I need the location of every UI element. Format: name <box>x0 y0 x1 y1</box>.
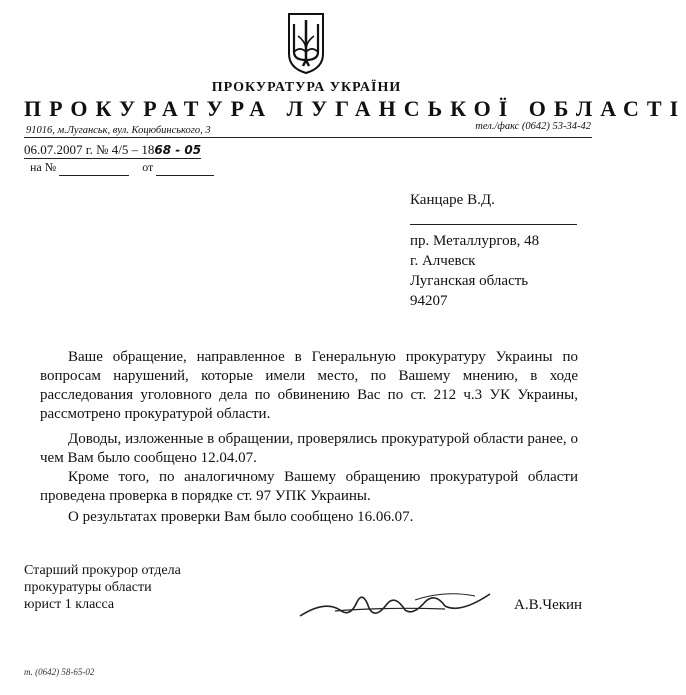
recipient-zip: 94207 <box>410 293 448 309</box>
incoming-reference <box>30 160 214 176</box>
header-divider <box>24 137 592 138</box>
signatory-block <box>24 562 181 613</box>
org-title-lugansk: ПРОКУРАТУРА ЛУГАНСЬКОЇ ОБЛАСТІ <box>24 96 686 121</box>
executor-phone: т. (0642) 58-65-02 <box>24 667 95 677</box>
na-label: на № <box>30 160 57 174</box>
trident-emblem-icon <box>285 10 327 76</box>
reference-date-number: 06.07.2007 г. № 4/5 – 18 <box>24 142 155 157</box>
recipient-name: Канцаре В.Д. <box>410 192 495 208</box>
recipient-region: Луганская область <box>410 273 529 289</box>
letter-body <box>40 348 578 527</box>
handwritten-signature <box>295 580 495 625</box>
na-blank <box>59 160 129 176</box>
ot-blank <box>156 160 214 176</box>
signatory-name: А.В.Чекин <box>514 597 583 613</box>
recipient-street: пр. Металлургов, 48 <box>410 233 540 249</box>
recipient-city: г. Алчевск <box>410 253 476 269</box>
signatory-office: прокуратуры области <box>24 580 152 595</box>
org-address: 91016, м.Луганськ, вул. Коцюбинського, 3 <box>26 125 211 136</box>
org-title-ukraine: ПРОКУРАТУРА УКРАЇНИ <box>211 80 402 95</box>
signatory-position: Старший прокурор отдела <box>24 563 181 578</box>
signatory-rank: юрист 1 класса <box>24 597 115 612</box>
body-paragraph-4: О результатах проверки Вам было сообщено 16.06.07. <box>68 509 414 525</box>
body-paragraph-2: Доводы, изложенные в обращении, проверялись прокуратурой области ранее, о чем Вам было сообщено 12.04.07. <box>40 431 578 466</box>
outgoing-reference <box>24 142 201 159</box>
body-paragraph-1: Ваше обращение, направленное в Генеральную прокуратуру Украины по вопросам нарушений, которые имели место, по Вашему мнению, в ходе расследования уголовного дела по обвинению Вас по ст. 212 ч.3 УК Украины, рассмотрено прокуратурой области. <box>40 349 578 422</box>
recipient-underline <box>410 210 577 225</box>
ot-label: от <box>142 160 154 174</box>
recipient-block <box>410 190 577 311</box>
reference-number-handwritten: 68 - 05 <box>154 143 202 157</box>
body-paragraph-3: Кроме того, по аналогичному Вашему обращению прокуратурой области проведена проверка в порядке ст. 97 УПК Украины. <box>40 469 578 504</box>
org-phone: тел./факс (0642) 53-34-42 <box>475 121 591 132</box>
